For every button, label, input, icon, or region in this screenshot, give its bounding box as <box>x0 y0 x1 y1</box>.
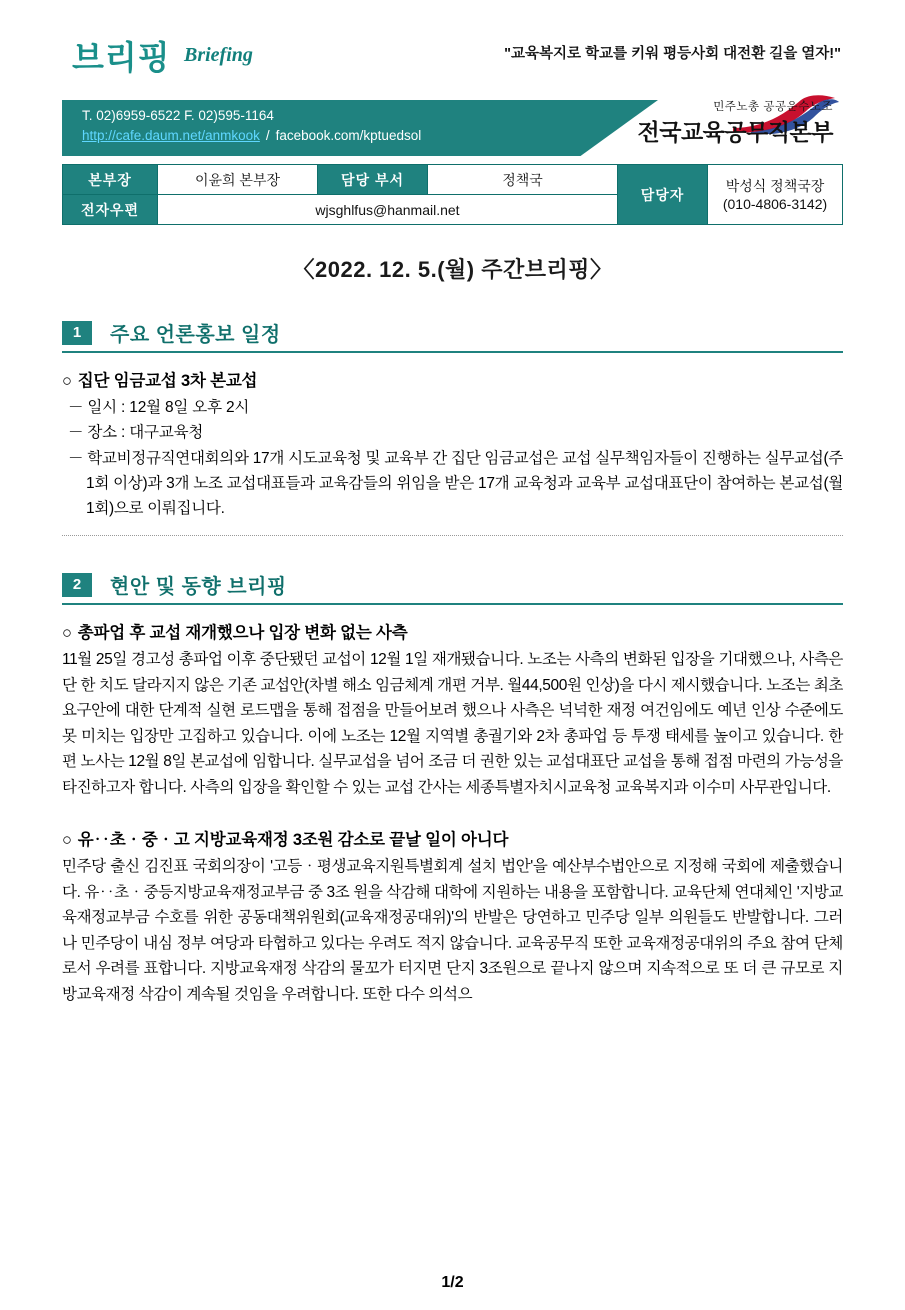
cell-person-label: 담당자 <box>618 165 708 225</box>
section-2-bullet-heading-2 <box>62 826 843 850</box>
section-2-paragraph-2: 민주당 출신 김진표 국회의장이 '고등‧평생교육지원특별회계 설치 법안'을 예산부수법안으로 지정해 국회에 제출했습니다. 유‥초‧중등지방교육재정교부금 중 3조 원을 삭감해 대학에 지원하는 내용을 포함합니다. 교육단체 연대체인 '지방교육재정교부금 수호를 위한 공동대책위원회(교육재정공대위)'의 반발은 당연하고 민주당 일부 의원들도 반발합니다. 그러나 민주당이 내심 정부 여당과 타협하고 있다는 우려도 적지 않습니다. 교육공무직 또한 교육재정공대위의 주요 참여 단체로서 우려를 표합니다. 지방교육재정 삭감의 물꼬가 터지면 단지 3조원으로 끝나지 않으며 지속적으로 또 더 큰 규모로 지방교육재정 삭감이 계속될 것임을 우려합니다. 또한 다수 의석으 <box>62 858 843 1003</box>
circle-bullet-icon: ○ <box>62 831 72 849</box>
section-1-bullet-heading-text: 집단 임금교섭 3차 본교섭 <box>77 372 258 390</box>
cell-head-value: 이윤희 본부장 <box>158 165 318 195</box>
section-2-bullet-heading-1-text: 총파업 후 교섭 재개했으나 입장 변화 없는 사측 <box>77 624 408 642</box>
section-1 <box>62 318 843 536</box>
briefing-logo-korean: 브리핑 <box>72 38 171 77</box>
section-2-title: 현안 및 동향 브리핑 <box>110 576 287 598</box>
cafe-link[interactable]: http://cafe.daum.net/anmkook <box>82 128 260 143</box>
cell-dept-value: 정책국 <box>428 165 618 195</box>
person-phone: (010-4806-3142) <box>722 195 828 212</box>
section-2-bullet-heading-1 <box>62 619 843 643</box>
section-1-title: 주요 언론홍보 일정 <box>110 324 281 346</box>
cell-email-label: 전자우편 <box>63 195 158 225</box>
union-name-small: 민주노총 공공운수노조 <box>713 101 833 113</box>
web-links-line <box>82 126 421 146</box>
contact-info <box>82 106 421 146</box>
briefing-logo-english: Briefing <box>184 44 253 66</box>
person-name: 박성식 정책국장 <box>725 177 825 194</box>
section-1-dash-3-text: － 학교비정규직연대회의와 17개 시도교육청 및 교육부 간 집단 임금교섭은 교섭 실무책임자들이 진행하는 실무교섭(주 1회 이상)과 3개 노조 교섭대표들과 교육감들의 위임을 받은 17개 교육청과 교육부 교섭대표단이 참여하는 본교섭(월 1회)으로 이뤄집니다. <box>68 450 843 517</box>
circle-bullet-icon: ○ <box>62 624 72 642</box>
circle-bullet-icon: ○ <box>62 372 72 390</box>
document-page <box>0 30 905 1310</box>
link-separator: / <box>265 128 270 143</box>
section-1-header <box>62 318 843 353</box>
section-1-dash-3 <box>68 446 843 521</box>
union-emblem <box>603 96 843 158</box>
union-name-large: 전국교육공무직본부 <box>637 119 833 145</box>
slogan-text: "교육복지로 학교를 키워 평등사회 대전환 길을 열자!" <box>504 46 841 62</box>
table-row <box>63 165 843 195</box>
section-1-dash-1: － 일시 : 12월 8일 오후 2시 <box>68 399 250 416</box>
masthead <box>62 30 843 92</box>
facebook-link[interactable]: facebook.com/kptuedsol <box>275 128 422 143</box>
section-2-bullet-heading-2-text: 유‥초‧중‧고 지방교육재정 3조원 감소로 끝날 일이 아니다 <box>77 831 509 849</box>
section-divider <box>62 535 843 536</box>
section-1-bullet-heading <box>62 367 843 391</box>
section-2-number: 2 <box>62 573 92 597</box>
section-2 <box>62 570 843 1007</box>
page-number: 1/2 <box>441 1274 464 1291</box>
cell-head-label: 본부장 <box>63 165 158 195</box>
phone-fax-line: T. 02)6959-6522 F. 02)595-1164 <box>82 108 274 123</box>
cell-person-value <box>708 165 843 225</box>
section-2-paragraph-1: 11월 25일 경고성 총파업 이후 중단됐던 교섭이 12월 1일 재개됐습니다. 노조는 사측의 변화된 입장을 기대했으나, 사측은 단 한 치도 달라지지 않은 기존 교섭안(차별 해소 임금체계 개편 거부. 월44,500원 인상)을 다시 제시했습니다. 노조는 최초 요구안에 대한 단계적 실현 로드맵을 통해 접점을 만들어보려 했으나 사측은 넉넉한 재정 여건임에도 예년 인상 수준에도 못 미치는 입장만 고집하고 있습니다. 이에 노조는 12월 지역별 총궐기와 2차 총파업 등 투쟁 태세를 높이고 있습니다. 한편 노사는 12월 8일 본교섭에 임합니다. 실무교섭을 넘어 조금 더 권한 있는 교섭대표단 교섭을 통해 접점 마련의 가능성을 타진하고자 합니다. 사측의 입장을 확인할 수 있는 교섭 간사는 세종특별자치시교육청 교육복지과 이수미 사무관입니다. <box>62 651 843 796</box>
page-title: 〈2022. 12. 5.(월) 주간브리핑〉 <box>292 257 613 282</box>
cell-dept-label: 담당 부서 <box>318 165 428 195</box>
contact-bar <box>62 100 843 156</box>
contact-table <box>62 164 843 225</box>
cell-email-value: wjsghlfus@hanmail.net <box>158 195 618 225</box>
section-1-number: 1 <box>62 321 92 345</box>
section-1-dash-2: － 장소 : 대구교육청 <box>68 424 204 441</box>
section-2-header <box>62 570 843 605</box>
